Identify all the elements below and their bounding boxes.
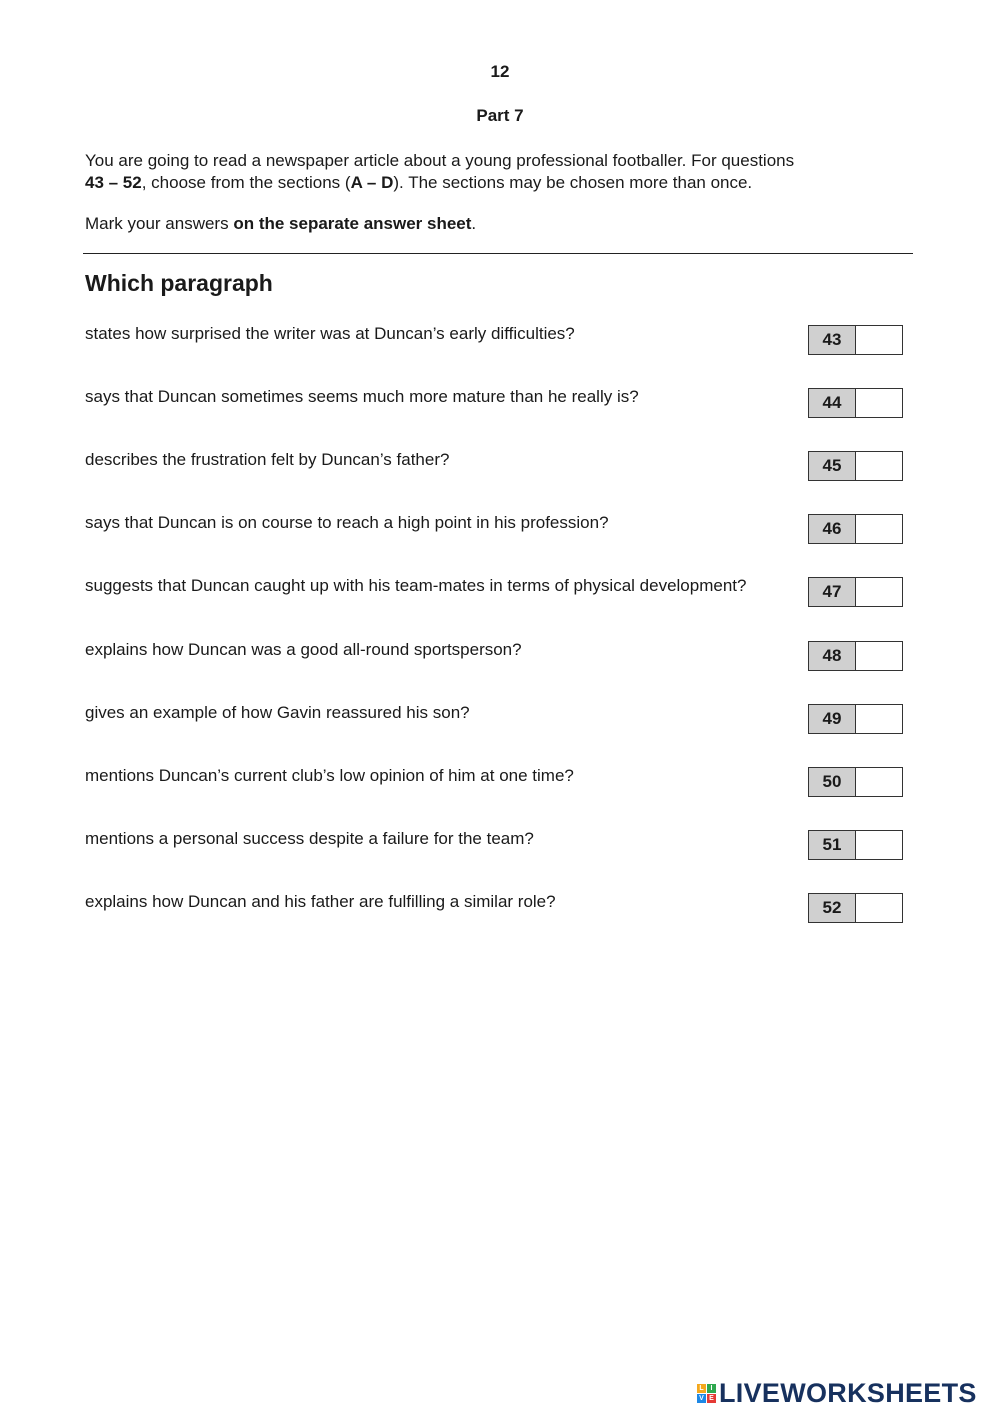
logo-text: LIVEWORKSHEETS (719, 1378, 977, 1408)
question-range: 43 – 52 (85, 173, 142, 192)
mark-answers-line (85, 214, 476, 234)
answer-input[interactable] (856, 515, 902, 543)
divider (83, 253, 913, 254)
question-row (0, 830, 1000, 862)
question-row (0, 704, 1000, 736)
question-text: says that Duncan is on course to reach a high point in his profession? (85, 513, 609, 532)
answer-box (808, 830, 903, 860)
instructions-line-2 (85, 172, 915, 194)
answer-sheet-emphasis: on the separate answer sheet (233, 214, 472, 233)
section-heading: Which paragraph (85, 270, 273, 296)
answer-input[interactable] (856, 894, 902, 922)
question-row (0, 388, 1000, 420)
question-text: describes the frustration felt by Duncan’s father? (85, 450, 450, 469)
question-number: 44 (809, 389, 856, 417)
question-text: suggests that Duncan caught up with his team-mates in terms of physical development? (85, 576, 747, 595)
answer-input[interactable] (856, 452, 902, 480)
answer-input[interactable] (856, 578, 902, 606)
instructions (85, 150, 915, 194)
question-text: mentions Duncan’s current club’s low opinion of him at one time? (85, 766, 574, 785)
answer-input[interactable] (856, 326, 902, 354)
question-number: 47 (809, 578, 856, 606)
question-text: states how surprised the writer was at Duncan’s early difficulties? (85, 324, 575, 343)
question-row (0, 577, 1000, 609)
logo-tile: I (707, 1384, 716, 1393)
answer-box (808, 388, 903, 418)
question-number: 49 (809, 705, 856, 733)
answer-box (808, 451, 903, 481)
mark-text: Mark your answers (85, 214, 234, 233)
answer-input[interactable] (856, 642, 902, 670)
answer-box (808, 577, 903, 607)
question-number: 48 (809, 642, 856, 670)
question-text: explains how Duncan was a good all-round sportsperson? (85, 640, 522, 659)
question-number: 51 (809, 831, 856, 859)
answer-box (808, 641, 903, 671)
section-options: A – D (350, 173, 394, 192)
answer-input[interactable] (856, 831, 902, 859)
question-number: 50 (809, 768, 856, 796)
question-row (0, 514, 1000, 546)
question-row (0, 451, 1000, 483)
instructions-text: You are going to read a newspaper article about a young professional footballer. For questions (85, 151, 795, 170)
answer-input[interactable] (856, 705, 902, 733)
logo-tile: E (707, 1394, 716, 1403)
part-title: Part 7 (476, 106, 524, 125)
liveworksheets-logo (697, 1378, 977, 1409)
answer-box (808, 514, 903, 544)
question-text: mentions a personal success despite a failure for the team? (85, 829, 534, 848)
page-number: 12 (490, 62, 510, 81)
question-number: 43 (809, 326, 856, 354)
question-number: 45 (809, 452, 856, 480)
question-text: gives an example of how Gavin reassured his son? (85, 703, 470, 722)
logo-tile: V (697, 1394, 706, 1403)
answer-box (808, 893, 903, 923)
answer-input[interactable] (856, 389, 902, 417)
instructions-line-1 (85, 150, 915, 172)
logo-icon (697, 1384, 716, 1403)
logo-tile: L (697, 1384, 706, 1393)
answer-box (808, 325, 903, 355)
question-row (0, 641, 1000, 673)
answer-box (808, 704, 903, 734)
question-number: 46 (809, 515, 856, 543)
mark-text: . (471, 214, 477, 233)
question-row (0, 767, 1000, 799)
answer-box (808, 767, 903, 797)
instructions-text: , choose from the sections ( (141, 173, 351, 192)
question-number: 52 (809, 894, 856, 922)
answer-input[interactable] (856, 768, 902, 796)
question-text: explains how Duncan and his father are fulfilling a similar role? (85, 892, 556, 911)
question-row (0, 325, 1000, 357)
instructions-text: ). The sections may be chosen more than once. (393, 173, 753, 192)
question-row (0, 893, 1000, 925)
question-text: says that Duncan sometimes seems much more mature than he really is? (85, 387, 639, 406)
